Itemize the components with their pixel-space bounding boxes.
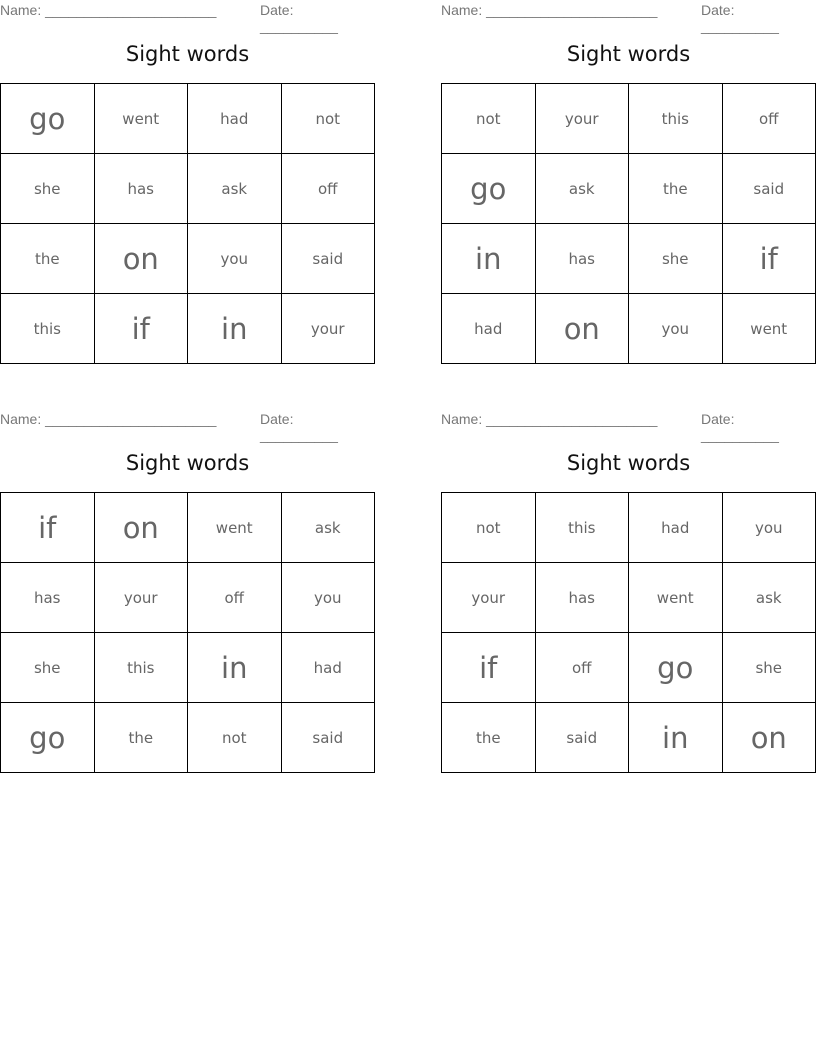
bingo-card <box>441 0 816 365</box>
word-cell: in <box>629 703 723 773</box>
word-cell: has <box>535 563 629 633</box>
word-cell: went <box>722 294 816 364</box>
word-cell: said <box>281 224 375 294</box>
word-cell: off <box>281 154 375 224</box>
word-cell: you <box>188 224 282 294</box>
word-cell: in <box>188 294 282 364</box>
word-cell: not <box>281 84 375 154</box>
word-cell: had <box>188 84 282 154</box>
date-field: Date: __________ <box>701 2 779 34</box>
word-cell: said <box>535 703 629 773</box>
grid-row <box>1 563 375 633</box>
word-cell: on <box>94 224 188 294</box>
card-title: Sight words <box>566 451 691 475</box>
grid-row <box>1 493 375 563</box>
word-cell: in <box>188 633 282 703</box>
name-field: Name: ______________________ <box>0 411 217 427</box>
word-cell: go <box>442 154 536 224</box>
date-field: Date: __________ <box>260 411 338 443</box>
word-cell: the <box>1 224 95 294</box>
grid-row <box>442 563 816 633</box>
card-title: Sight words <box>125 451 250 475</box>
bingo-card <box>0 0 375 365</box>
word-cell: your <box>281 294 375 364</box>
word-grid <box>441 83 816 364</box>
word-cell: this <box>94 633 188 703</box>
word-cell: she <box>722 633 816 703</box>
word-cell: go <box>1 84 95 154</box>
word-cell: you <box>629 294 723 364</box>
grid-row <box>1 154 375 224</box>
word-cell: your <box>442 563 536 633</box>
word-cell: has <box>535 224 629 294</box>
word-cell: has <box>1 563 95 633</box>
word-cell: ask <box>281 493 375 563</box>
word-cell: said <box>281 703 375 773</box>
grid-row <box>442 703 816 773</box>
word-cell: you <box>722 493 816 563</box>
card-title: Sight words <box>125 42 250 66</box>
bingo-card <box>441 409 816 774</box>
word-cell: ask <box>535 154 629 224</box>
word-grid <box>0 492 375 773</box>
word-cell: if <box>94 294 188 364</box>
grid-row <box>1 633 375 703</box>
word-cell: in <box>442 224 536 294</box>
word-cell: ask <box>722 563 816 633</box>
word-cell: go <box>1 703 95 773</box>
word-cell: has <box>94 154 188 224</box>
word-cell: this <box>629 84 723 154</box>
name-field: Name: ______________________ <box>0 2 217 18</box>
word-grid <box>0 83 375 364</box>
word-cell: not <box>188 703 282 773</box>
word-cell: off <box>188 563 282 633</box>
grid-row <box>442 154 816 224</box>
grid-row <box>1 84 375 154</box>
word-cell: your <box>94 563 188 633</box>
grid-row <box>1 294 375 364</box>
word-cell: your <box>535 84 629 154</box>
word-cell: go <box>629 633 723 703</box>
word-cell: on <box>94 493 188 563</box>
word-cell: this <box>1 294 95 364</box>
grid-row <box>1 224 375 294</box>
word-cell: said <box>722 154 816 224</box>
grid-row <box>442 294 816 364</box>
word-cell: had <box>629 493 723 563</box>
word-cell: if <box>442 633 536 703</box>
name-field: Name: ______________________ <box>441 411 658 427</box>
word-cell: not <box>442 84 536 154</box>
word-cell: ask <box>188 154 282 224</box>
grid-row <box>442 633 816 703</box>
word-cell: went <box>94 84 188 154</box>
word-cell: the <box>94 703 188 773</box>
word-cell: this <box>535 493 629 563</box>
grid-row <box>442 493 816 563</box>
word-cell: not <box>442 493 536 563</box>
grid-row <box>442 84 816 154</box>
grid-row <box>1 703 375 773</box>
date-field: Date: __________ <box>701 411 779 443</box>
name-field: Name: ______________________ <box>441 2 658 18</box>
word-cell: on <box>722 703 816 773</box>
word-cell: she <box>629 224 723 294</box>
word-cell: went <box>188 493 282 563</box>
word-cell: the <box>629 154 723 224</box>
word-cell: she <box>1 633 95 703</box>
word-cell: she <box>1 154 95 224</box>
word-cell: you <box>281 563 375 633</box>
word-cell: if <box>722 224 816 294</box>
bingo-card <box>0 409 375 774</box>
word-cell: the <box>442 703 536 773</box>
word-cell: on <box>535 294 629 364</box>
word-cell: had <box>281 633 375 703</box>
word-cell: went <box>629 563 723 633</box>
date-field: Date: __________ <box>260 2 338 34</box>
word-cell: off <box>722 84 816 154</box>
word-cell: if <box>1 493 95 563</box>
word-grid <box>441 492 816 773</box>
card-title: Sight words <box>566 42 691 66</box>
word-cell: had <box>442 294 536 364</box>
grid-row <box>442 224 816 294</box>
word-cell: off <box>535 633 629 703</box>
